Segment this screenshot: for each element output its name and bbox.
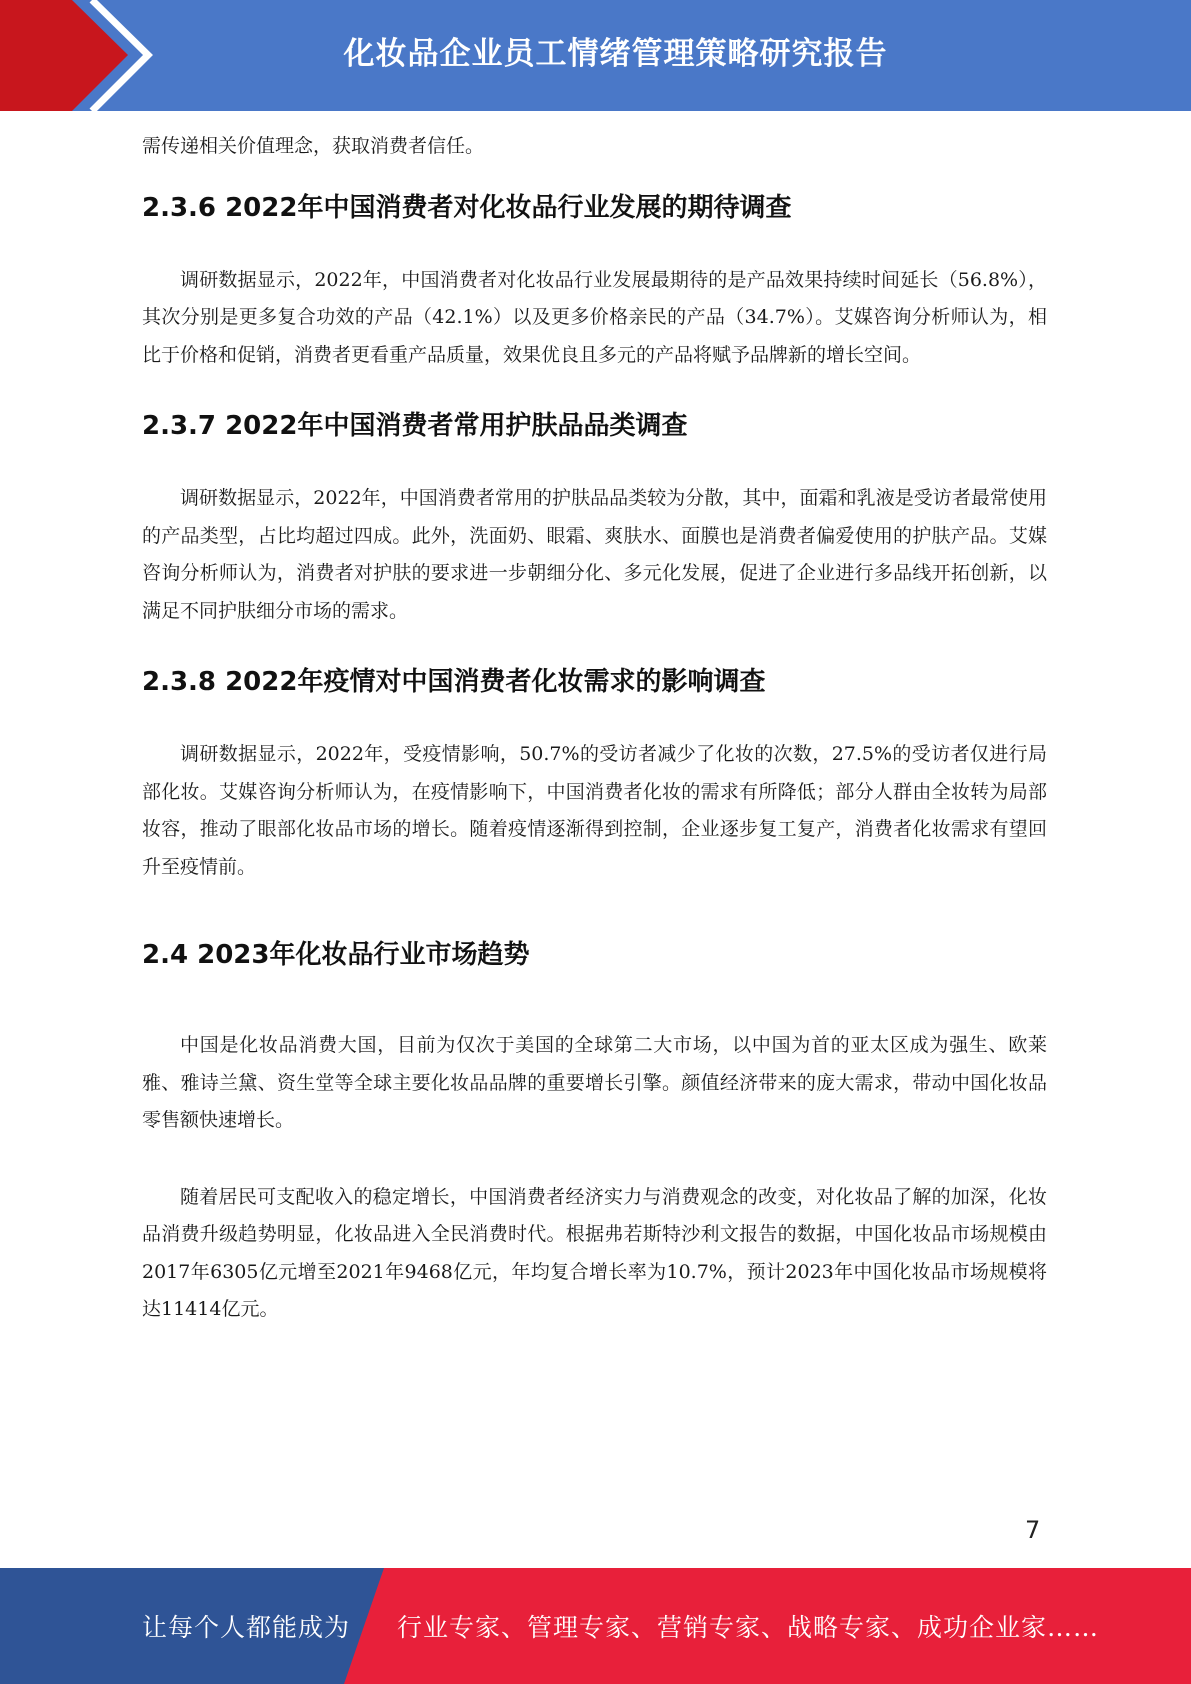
page-header [0, 0, 1191, 111]
section-heading-2-3-8: 2.3.8 2022年疫情对中国消费者化妆需求的影响调查 [142, 667, 766, 697]
section-paragraph: 随着居民可支配收入的稳定增长，中国消费者经济实力与消费观念的改变，对化妆品了解的加深，化妆品消费升级趋势明显，化妆品进入全民消费时代。根据弗若斯特沙利文报告的数据，中国化妆品市场规模由2017年6305亿元增至2021年9468亿元，年均复合增长率为10.7%，预计2023年中国化妆品市场规模将达11414亿元。 [142, 1185, 1047, 1320]
section-paragraph: 调研数据显示，2022年，中国消费者常用的护肤品品类较为分散，其中，面霜和乳液是受访者最常使用的产品类型，占比均超过四成。此外，洗面奶、眼霜、爽肤水、面膜也是消费者偏爱使用的护肤产品。艾媒咨询分析师认为，消费者对护肤的要求进一步朝细分化、多元化发展，促进了企业进行多品线开拓创新，以满足不同护肤细分市场的需求。 [142, 487, 1047, 622]
footer-slogan-right: 行业专家、管理专家、营销专家、战略专家、成功企业家…… [397, 1613, 1100, 1642]
footer-slogan-left: 让每个人都能成为 [142, 1613, 351, 1642]
section-heading-2-3-7: 2.3.7 2022年中国消费者常用护肤品品类调查 [142, 411, 688, 441]
section-paragraph: 调研数据显示，2022年，中国消费者对化妆品行业发展最期待的是产品效果持续时间延长（56.8%），其次分别是更多复合功效的产品（42.1%）以及更多价格亲民的产品（34.7%）。艾媒咨询分析师认为，相比于价格和促销，消费者更看重产品质量，效果优良且多元的产品将赋予品牌新的增长空间。 [142, 268, 1047, 366]
document-body [142, 128, 1047, 1329]
section-heading-2-4: 2.4 2023年化妆品行业市场趋势 [142, 940, 530, 970]
header-title: 化妆品企业员工情绪管理策略研究报告 [343, 35, 888, 72]
page-footer [0, 1568, 1191, 1684]
page-number: 7 [1025, 1516, 1041, 1544]
section-heading-2-3-6: 2.3.6 2022年中国消费者对化妆品行业发展的期待调查 [142, 192, 792, 223]
section-paragraph: 中国是化妆品消费大国，目前为仅次于美国的全球第二大市场，以中国为首的亚太区成为强生、欧莱雅、雅诗兰黛、资生堂等全球主要化妆品品牌的重要增长引擎。颜值经济带来的庞大需求，带动中国化妆品零售额快速增长。 [142, 1034, 1047, 1131]
section-paragraph: 调研数据显示，2022年，受疫情影响，50.7%的受访者减少了化妆的次数，27.5%的受访者仅进行局部化妆。艾媒咨询分析师认为，在疫情影响下，中国消费者化妆的需求有所降低；部分人群由全妆转为局部妆容，推动了眼部化妆品市场的增长。随着疫情逐渐得到控制，企业逐步复工复产，消费者化妆需求有望回升至疫情前。 [142, 743, 1047, 878]
intro-paragraph: 需传递相关价值理念，获取消费者信任。 [142, 135, 485, 157]
